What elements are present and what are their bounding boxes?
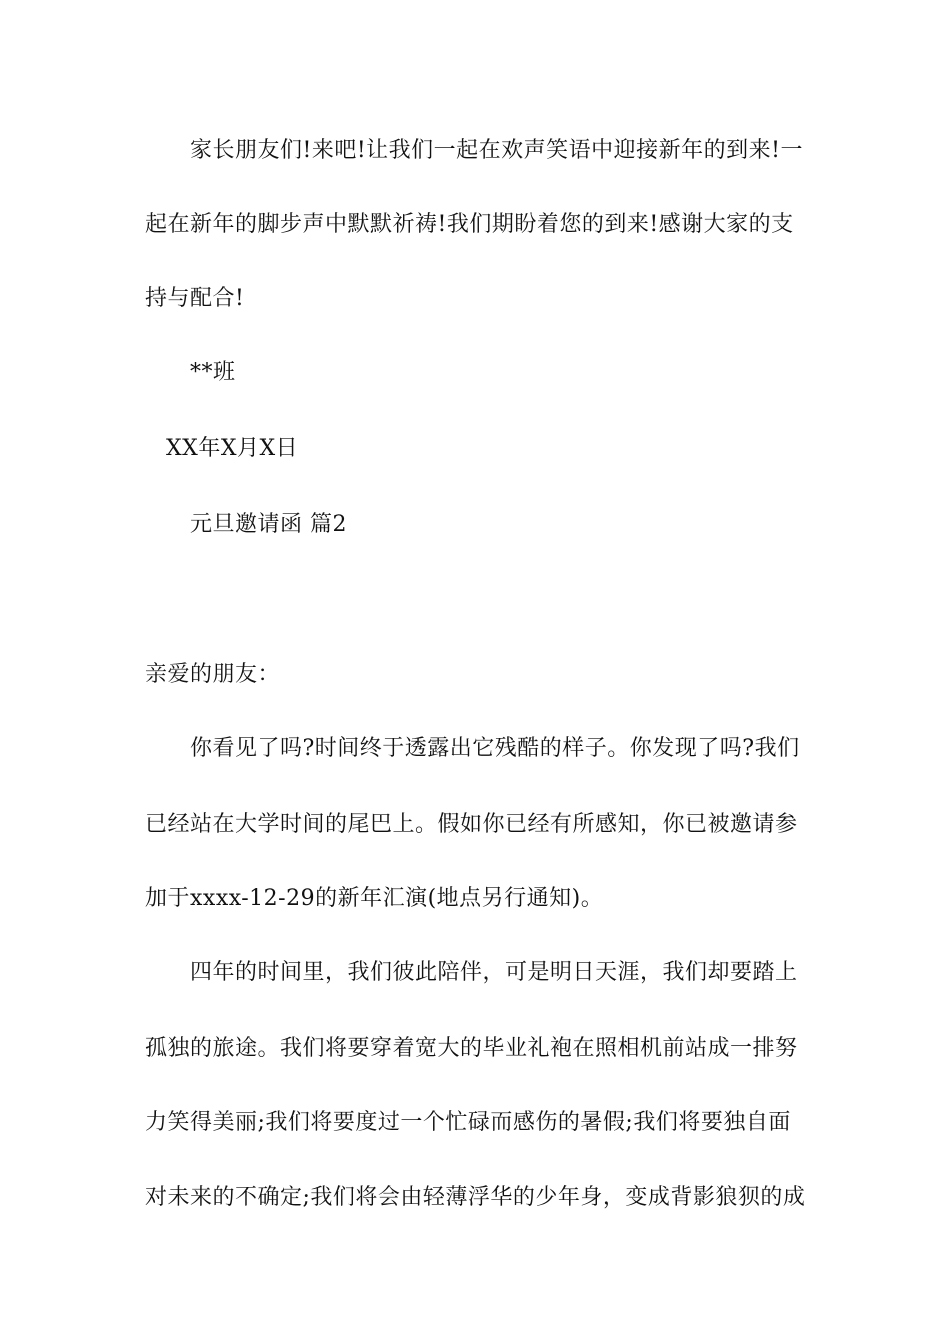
paragraph-line: 持与配合! (145, 286, 245, 311)
paragraph-line: 加于xxxx-12-29的新年汇演(地点另行通知)。 (145, 886, 604, 911)
paragraph-line: 对未来的不确定;我们将会由轻薄浮华的少年身，变成背影狼狈的成 (145, 1185, 806, 1210)
paragraph-line: 起在新年的脚步声中默默祈祷!我们期盼着您的到来!感谢大家的支 (145, 212, 794, 237)
date-line: XX年X月X日 (166, 436, 299, 461)
paragraph-line: 四年的时间里，我们彼此陪伴，可是明日天涯，我们却要踏上 (190, 960, 798, 985)
class-signature: **班 (190, 360, 236, 385)
paragraph-line: 家长朋友们!来吧!让我们一起在欢声笑语中迎接新年的到来!一 (190, 138, 804, 163)
section-title: 元旦邀请函 篇2 (190, 512, 347, 537)
paragraph-line: 力笑得美丽;我们将要度过一个忙碌而感伤的暑假;我们将要独自面 (145, 1110, 791, 1135)
paragraph-line: 孤独的旅途。我们将要穿着宽大的毕业礼袍在照相机前站成一排努 (145, 1036, 798, 1061)
paragraph-line: 已经站在大学时间的尾巴上。假如你已经有所感知，你已被邀请参 (145, 812, 798, 837)
greeting: 亲爱的朋友： (145, 662, 281, 687)
paragraph-line: 你看见了吗?时间终于透露出它残酷的样子。你发现了吗?我们 (190, 736, 800, 761)
